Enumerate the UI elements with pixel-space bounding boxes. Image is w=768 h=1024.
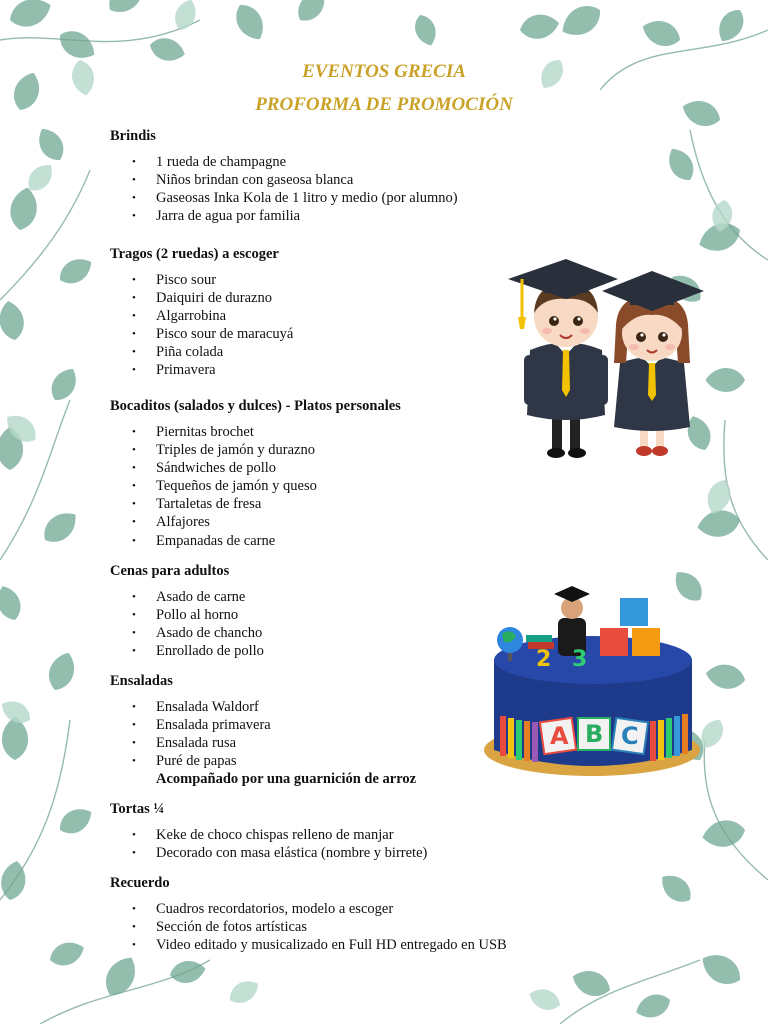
list-item: • Tartaletas de fresa — [110, 495, 401, 513]
list-item: • Jarra de agua por familia — [110, 207, 458, 225]
list-item: • Asado de chancho — [110, 624, 264, 642]
section-cenas — [110, 562, 264, 660]
list-item: • Daiquiri de durazno — [110, 289, 293, 307]
list-item: • Pisco sour — [110, 271, 293, 289]
item-list — [110, 423, 401, 550]
list-item: • Tequeños de jamón y queso — [110, 477, 401, 495]
item-list — [110, 153, 458, 225]
list-item: • Algarrobina — [110, 307, 293, 325]
list-item: • Pollo al horno — [110, 606, 264, 624]
list-item: • Piña colada — [110, 343, 293, 361]
section-heading: Ensaladas — [110, 673, 173, 689]
section-heading: Recuerdo — [110, 875, 170, 891]
list-item: • Empanadas de carne — [110, 532, 401, 550]
item-list — [110, 588, 264, 660]
cake-number-2: 2 — [536, 647, 552, 672]
list-item: • Cuadros recordatorios, modelo a escoger — [110, 900, 507, 918]
section-recuerdo — [110, 874, 507, 954]
cake-letter-a: A — [550, 722, 569, 750]
list-item: • Gaseosas Inka Kola de 1 litro y medio (por alumno) — [110, 189, 458, 207]
list-item: • Triples de jamón y durazno — [110, 441, 401, 459]
cake-number-3: 3 — [572, 647, 588, 672]
list-item: • Sección de fotos artísticas — [110, 918, 507, 936]
section-heading: Bocaditos (salados y dulces) - Platos personales — [110, 398, 401, 414]
list-item: • Primavera — [110, 361, 293, 379]
section-heading: Tragos (2 ruedas) a escoger — [110, 246, 279, 262]
list-item: • Ensalada Waldorf — [110, 698, 416, 716]
section-tortas — [110, 800, 427, 862]
list-item: • Sándwiches de pollo — [110, 459, 401, 477]
boy-graduate — [508, 259, 618, 458]
section-heading: Cenas para adultos — [110, 563, 230, 579]
list-item: • Ensalada primavera — [110, 716, 416, 734]
list-item: • Alfajores — [110, 513, 401, 531]
list-item: • Video editado y musicalizado en Full HD entregado en USB — [110, 936, 507, 954]
item-list — [110, 271, 293, 380]
list-item: • Decorado con masa elástica (nombre y birrete) — [110, 844, 427, 862]
cake-topper-graduate — [554, 586, 590, 656]
section-heading: Brindis — [110, 128, 156, 144]
company-title: EVENTOS GRECIA — [302, 61, 466, 82]
section-bocaditos — [110, 397, 401, 550]
graduation-cake-illustration — [480, 570, 705, 785]
list-item: • Asado de carne — [110, 588, 264, 606]
list-item: • Ensalada rusa — [110, 734, 416, 752]
list-item: • Pisco sour de maracuyá — [110, 325, 293, 343]
girl-graduate — [602, 271, 704, 456]
section-tragos — [110, 245, 293, 380]
list-item: • Enrollado de pollo — [110, 642, 264, 660]
cake-letter-b: B — [585, 720, 604, 748]
list-item: • Keke de choco chispas relleno de manjar — [110, 826, 427, 844]
list-item: • Puré de papas — [110, 752, 416, 770]
list-item: • Piernitas brochet — [110, 423, 401, 441]
document-title: PROFORMA DE PROMOCIÓN — [255, 94, 513, 115]
item-list — [110, 826, 427, 862]
side-dish-note: Acompañado por una guarnición de arroz — [156, 771, 417, 788]
list-item: • 1 rueda de champagne — [110, 153, 458, 171]
section-ensaladas — [110, 672, 416, 788]
side-letter-blocks — [540, 718, 648, 754]
list-item: • Niños brindan con gaseosa blanca — [110, 171, 458, 189]
section-brindis — [110, 127, 458, 225]
graduates-illustration — [500, 255, 715, 467]
cake-letter-c: C — [621, 722, 639, 750]
item-list — [110, 900, 507, 954]
section-heading: Tortas ¼ — [110, 801, 165, 817]
item-list — [110, 698, 416, 770]
